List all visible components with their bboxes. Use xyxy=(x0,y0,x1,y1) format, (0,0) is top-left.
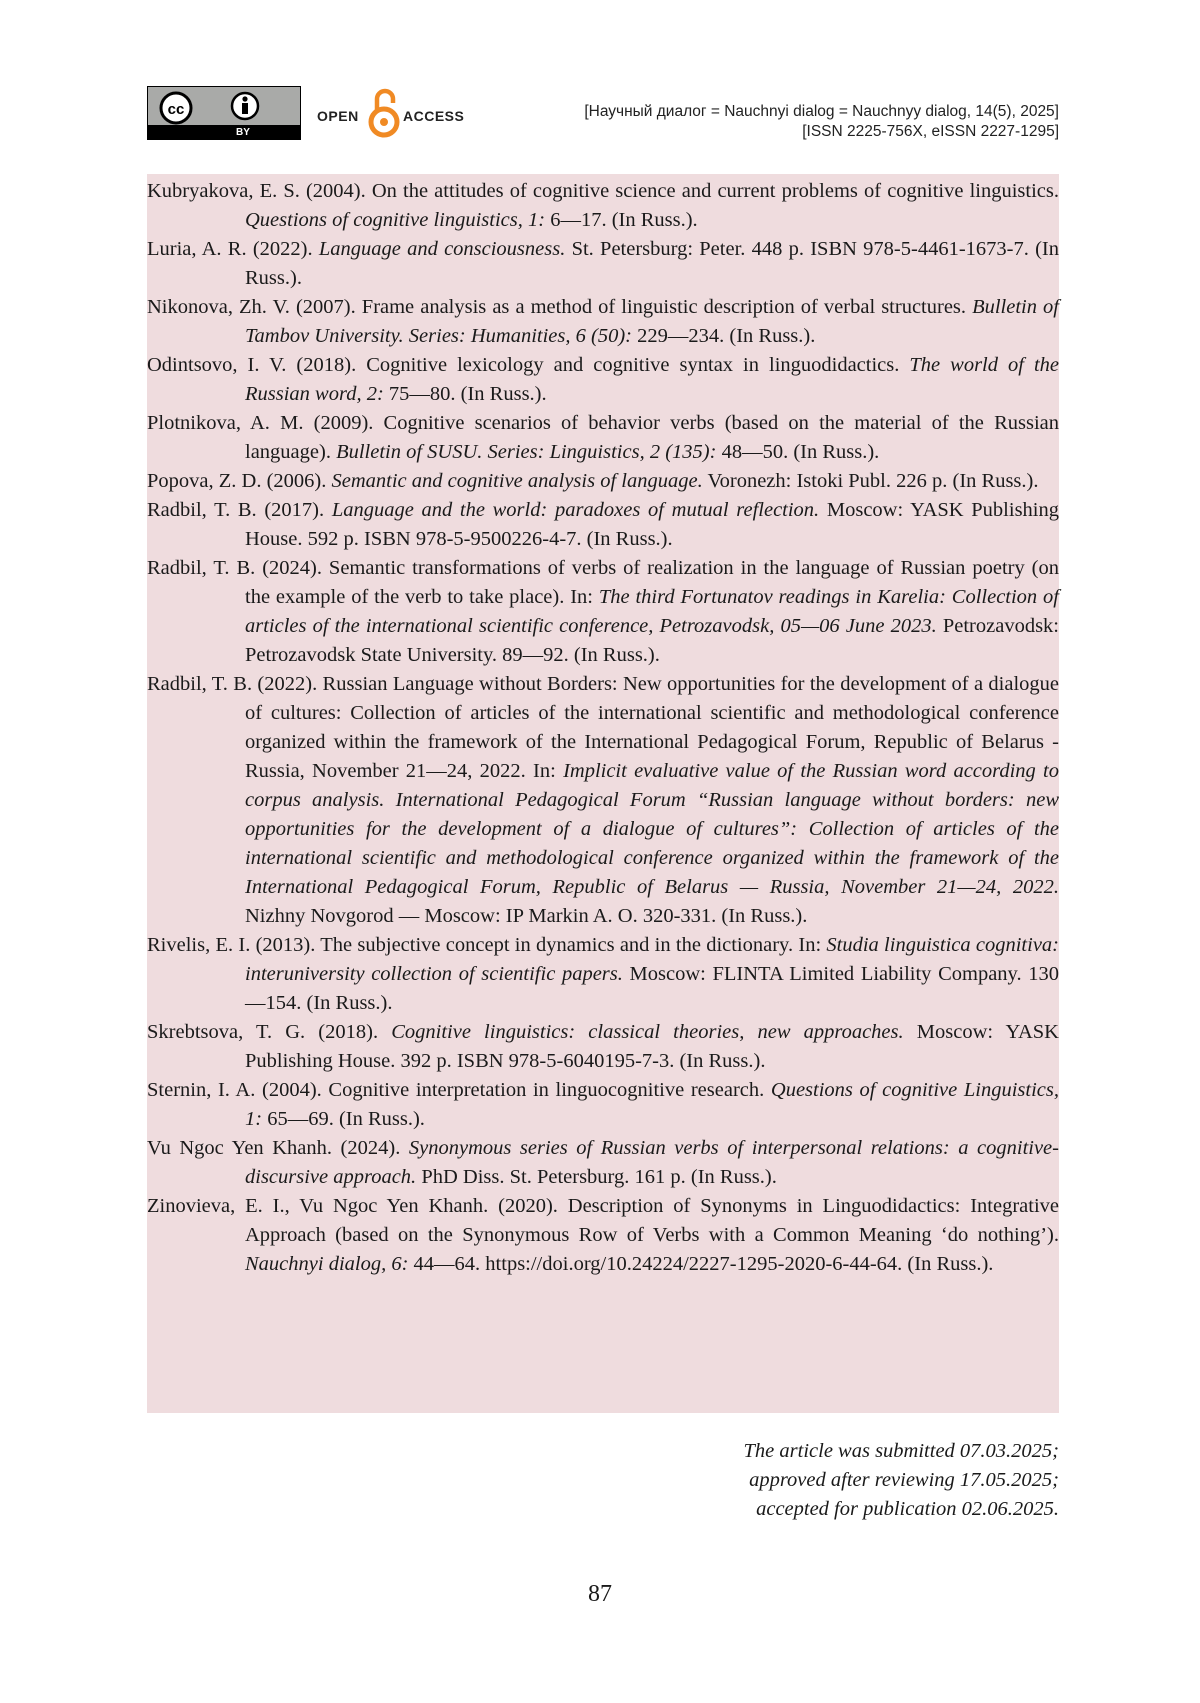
submission-dates xyxy=(744,1437,1059,1524)
open-access-logo xyxy=(317,86,465,140)
svg-text:cc: cc xyxy=(168,101,185,118)
cc-license-icons xyxy=(148,87,301,127)
reference-item: Zinovieva, E. I., Vu Ngoc Yen Khanh. (2020). Description of Synonyms in Linguodidactics: Integrative Approach (based on the Synonymous Row of Verbs with a Common Meaning ‘do nothing’). Nauchnyi dialog, 6: 44—64. https://doi.org/10.24224/2227-1295-2020-6-44-64. (In Russ.). xyxy=(147,1192,1059,1279)
reference-item: Plotnikova, A. M. (2009). Cognitive scenarios of behavior verbs (based on the material of the Russian language). Bulletin of SUSU. Series: Linguistics, 2 (135): 48—50. (In Russ.). xyxy=(147,409,1059,467)
open-access-open-text: OPEN xyxy=(317,108,359,124)
reference-item: Radbil, T. B. (2022). Russian Language without Borders: New opportunities for the development of a dialogue of cultures: Collection of articles of the international scientific and methodological conference organized within the framework of the International Pedagogical Forum, Republic of Belarus - Russia, November 21—24, 2022. In: Implicit evaluative value of the Russian word according to corpus analysis. International Pedagogical Forum “Russian language without borders: new opportunities for the development of a dialogue of cultures”: Collection of articles of the international scientific and methodological conference organized within the framework of the International Pedagogical Forum, Republic of Belarus — Russia, November 21—24, 2022. Nizhny Novgorod — Moscow: IP Markin A. O. 320-331. (In Russ.). xyxy=(147,670,1059,931)
reference-item: Rivelis, E. I. (2013). The subjective concept in dynamics and in the dictionary. In: Studia linguistica cognitiva: interuniversity collection of scientific papers. Moscow: FLINTA Limited Liability Company. 130—154. (In Russ.). xyxy=(147,931,1059,1018)
reference-item: Skrebtsova, T. G. (2018). Cognitive linguistics: classical theories, new approaches. Moscow: YASK Publishing House. 392 p. ISBN 978-5-6040195-7-3. (In Russ.). xyxy=(147,1018,1059,1076)
submitted-date: The article was submitted 07.03.2025; xyxy=(744,1437,1059,1466)
approved-date: approved after reviewing 17.05.2025; xyxy=(744,1466,1059,1495)
reference-item: Nikonova, Zh. V. (2007). Frame analysis as a method of linguistic description of verbal structures. Bulletin of Tambov University. Series: Humanities, 6 (50): 229—234. (In Russ.). xyxy=(147,293,1059,351)
reference-item: Kubryakova, E. S. (2004). On the attitudes of cognitive science and current problems of cognitive linguistics. Questions of cognitive linguistics, 1: 6—17. (In Russ.). xyxy=(147,177,1059,235)
reference-item: Radbil, T. B. (2024). Semantic transformations of verbs of realization in the language of Russian poetry (on the example of the verb to take place). In: The third Fortunatov readings in Karelia: Collection of articles of the international scientific conference, Petrozavodsk, 05—06 June 2023. Petrozavodsk: Petrozavodsk State University. 89—92. (In Russ.). xyxy=(147,554,1059,670)
references-list xyxy=(147,174,1059,1413)
journal-citation xyxy=(584,102,1059,142)
reference-item: Odintsovo, I. V. (2018). Cognitive lexicology and cognitive syntax in linguodidactics. The world of the Russian word, 2: 75—80. (In Russ.). xyxy=(147,351,1059,409)
reference-item: Vu Ngoc Yen Khanh. (2024). Synonymous series of Russian verbs of interpersonal relations: a cognitive-discursive approach. PhD Diss. St. Petersburg. 161 p. (In Russ.). xyxy=(147,1134,1059,1192)
open-lock-icon xyxy=(367,86,401,140)
journal-issn-line: [ISSN 2225-756X, eISSN 2227-1295] xyxy=(584,122,1059,142)
reference-item: Popova, Z. D. (2006). Semantic and cognitive analysis of language. Voronezh: Istoki Publ. 226 p. (In Russ.). xyxy=(147,467,1059,496)
reference-item: Luria, A. R. (2022). Language and consciousness. St. Petersburg: Peter. 448 p. ISBN 978-5-4461-1673-7. (In Russ.). xyxy=(147,235,1059,293)
accepted-date: accepted for publication 02.06.2025. xyxy=(744,1495,1059,1524)
open-access-access-text: ACCESS xyxy=(403,108,464,124)
reference-item: Sternin, I. A. (2004). Cognitive interpretation in linguocognitive research. Questions of cognitive Linguistics, 1: 65—69. (In Russ.). xyxy=(147,1076,1059,1134)
page-header xyxy=(147,86,1059,146)
by-label: BY xyxy=(236,127,250,138)
reference-item: Radbil, T. B. (2017). Language and the world: paradoxes of mutual reflection. Moscow: YASK Publishing House. 592 p. ISBN 978-5-9500226-4-7. (In Russ.). xyxy=(147,496,1059,554)
cc-by-license-badge[interactable] xyxy=(147,86,301,140)
page-number: 87 xyxy=(0,1581,1200,1608)
journal-title-line: [Научный диалог = Nauchnyi dialog = Nauchnyy dialog, 14(5), 2025] xyxy=(584,102,1059,122)
